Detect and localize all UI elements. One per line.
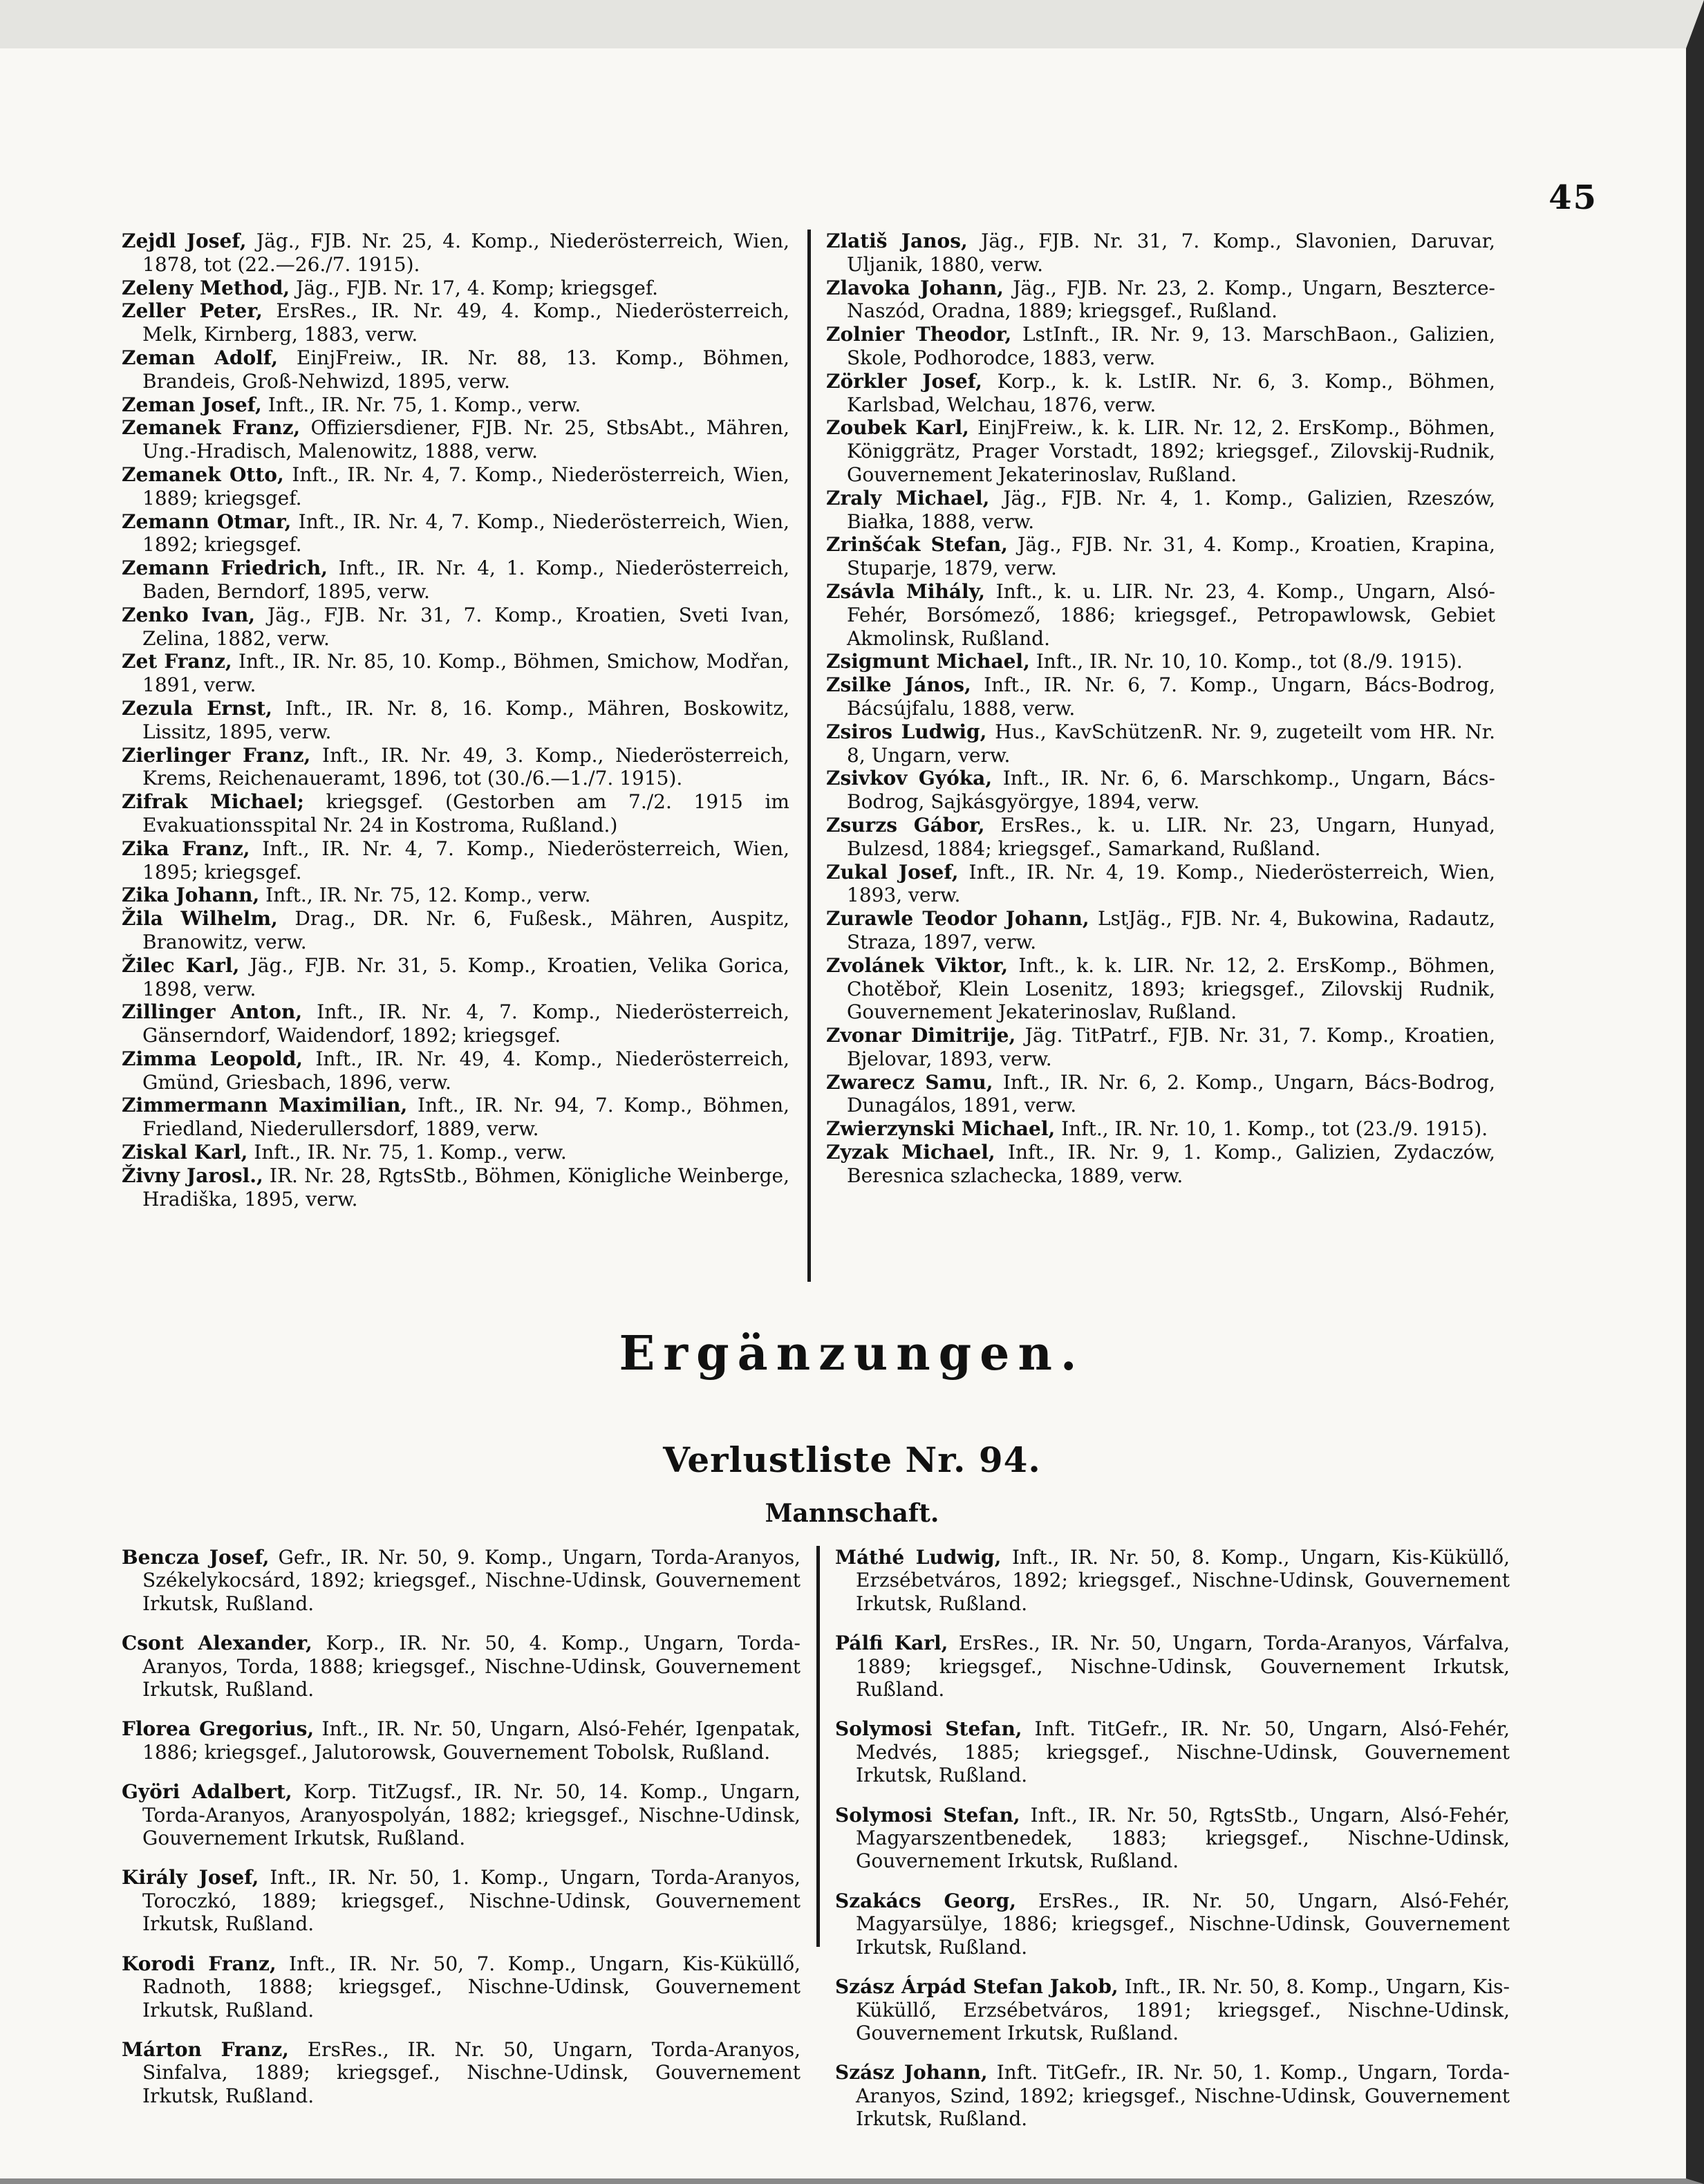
entry-name: Bencza Josef, — [122, 1546, 270, 1569]
entry-details: Inft., IR. Nr. 50, 1. Komp., Ungarn, Torda-Aranyos, Toroczkó, 1889; kriegsgef., Nischne-Udinsk, Gouvernement Irkutsk, Rußland. — [142, 1866, 800, 1936]
casualty-entry — [826, 370, 1495, 417]
entry-name: Zoubek Karl, — [826, 416, 969, 440]
entry-name: Zika Franz, — [122, 837, 250, 860]
column-divider-bottom — [816, 1546, 820, 1947]
entry-details: Korp., k. k. LstIR. Nr. 6, 3. Komp., Böhmen, Karlsbad, Welchau, 1876, verw. — [847, 369, 1495, 416]
entry-details: Inft., IR. Nr. 4, 19. Komp., Niederösterreich, Wien, 1893, verw. — [847, 860, 1496, 907]
entry-details: Inft., IR. Nr. 50, 7. Komp., Ungarn, Kis-Küküllő, Radnoth, 1888; kriegsgef., Nischne-Udinsk, Gouvernement Irkutsk, Rußland. — [142, 1952, 800, 2022]
entry-name: Pálfi Karl, — [835, 1632, 948, 1655]
entry-name: Zsivkov Gyóka, — [826, 767, 993, 790]
entry-details: Inft., IR. Nr. 94, 7. Komp., Böhmen, Friedland, Niederullersdorf, 1889, verw. — [142, 1094, 790, 1141]
casualty-entry — [122, 1094, 789, 1141]
entry-name: Zeman Josef, — [122, 393, 262, 416]
entry-name: Szász Johann, — [835, 2061, 988, 2084]
casualty-entry — [835, 2061, 1510, 2130]
entry-name: Florea Gregorius, — [122, 1717, 315, 1741]
entry-name: Zukal Josef, — [826, 860, 959, 884]
entry-details: Inft. TitGefr., IR. Nr. 50, 1. Komp., Ungarn, Torda-Aranyos, Szind, 1892; kriegsgef., Nischne-Udinsk, Gouvernement Irkutsk, Rußland. — [856, 2061, 1510, 2131]
casualty-entry — [826, 416, 1495, 486]
entry-name: Szakács Georg, — [835, 1889, 1016, 1912]
entry-details: Inft., IR. Nr. 6, 6. Marschkomp., Ungarn, Bács-Bodrog, Sajkásgyörgye, 1894, verw. — [847, 767, 1495, 814]
entry-details: Inft., IR. Nr. 85, 10. Komp., Böhmen, Smichow, Modřan, 1891, verw. — [142, 650, 789, 697]
bottom-left-column — [122, 1546, 800, 2124]
casualty-entry — [122, 790, 789, 837]
entry-details: Inft., IR. Nr. 6, 2. Komp., Ungarn, Bács-Bodrog, Dunagálos, 1891, verw. — [847, 1070, 1495, 1117]
casualty-entry — [835, 1546, 1510, 1615]
entry-name: Solymosi Stefan, — [835, 1803, 1020, 1827]
casualty-entry — [826, 1071, 1495, 1118]
entry-details: Inft., IR. Nr. 4, 7. Komp., Niederösterreich, Wien, 1889; kriegsgef. — [142, 463, 790, 510]
entry-name: Zraly Michael, — [826, 486, 990, 510]
casualty-entry — [826, 861, 1495, 908]
casualty-entry — [122, 393, 789, 417]
entry-name: Zemanek Otto, — [122, 463, 284, 486]
entry-details: Inft., IR. Nr. 50, 8. Komp., Ungarn, Kis-Küküllő, Erzsébetváros, 1892; kriegsgef., Nischne-Udinsk, Gouvernement Irkutsk, Rußland. — [856, 1546, 1510, 1615]
entry-details: Korp., IR. Nr. 50, 4. Komp., Ungarn, Torda-Aranyos, Torda, 1888; kriegsgef., Nischne-Udinsk, Gouvernement Irkutsk, Rußland. — [142, 1632, 800, 1701]
entry-details: Hus., KavSchützenR. Nr. 9, zugeteilt vom HR. Nr. 8, Ungarn, verw. — [847, 720, 1495, 767]
entry-name: Zimmermann Maximilian, — [122, 1094, 408, 1117]
entry-details: ErsRes., IR. Nr. 50, Ungarn, Torda-Aranyos, Várfalva, 1889; kriegsgef., Nischne-Udinsk, Gouvernement Irkutsk, Rußland. — [856, 1632, 1510, 1701]
entry-name: Zejdl Josef, — [122, 230, 247, 252]
entry-details: Inft., IR. Nr. 50, 8. Komp., Ungarn, Kis-Küküllő, Erzsébetváros, 1891; kriegsgef., Nischne-Udinsk, Gouvernement Irkutsk, Rußland. — [856, 1975, 1510, 2044]
entry-details: Inft., IR. Nr. 4, 7. Komp., Niederösterreich, Gänserndorf, Waidendorf, 1892; kriegsgef. — [142, 1000, 789, 1047]
casualty-entry — [826, 650, 1495, 673]
casualty-entry — [826, 277, 1495, 324]
casualty-entry — [122, 884, 789, 907]
entry-details: Inft., IR. Nr. 75, 12. Komp., verw. — [265, 884, 591, 907]
casualty-entry — [122, 1141, 789, 1164]
entry-details: ErsRes., IR. Nr. 50, Ungarn, Alsó-Fehér, Magyarsülye, 1886; kriegsgef., Nischne-Udinsk, Gouvernement Irkutsk, Rußland. — [856, 1889, 1510, 1959]
entry-name: Zimma Leopold, — [122, 1047, 303, 1070]
entry-name: Zemanek Franz, — [122, 416, 301, 440]
entry-name: Zeller Peter, — [122, 299, 263, 323]
entry-details: Inft., k. u. LIR. Nr. 23, 4. Komp., Ungarn, Alsó-Fehér, Borsómező, 1886; kriegsgef., Petropawlowsk, Gebiet Akmolinsk, Rußland. — [847, 579, 1496, 650]
casualty-entry — [122, 907, 789, 954]
casualty-entry — [835, 1632, 1510, 1701]
entry-name: Györi Adalbert, — [122, 1780, 292, 1804]
entry-details: Offiziersdiener, FJB. Nr. 25, StbsAbt., Mähren, Ung.-Hradisch, Malenowitz, 1888, verw. — [142, 416, 789, 463]
top-left-column — [122, 230, 789, 1211]
casualty-entry — [122, 1164, 789, 1211]
entry-name: Zika Johann, — [122, 884, 260, 907]
entry-name: Csont Alexander, — [122, 1632, 312, 1655]
entry-details: Inft., IR. Nr. 8, 16. Komp., Mähren, Boskowitz, Lissitz, 1895, verw. — [142, 696, 789, 743]
entry-name: Zurawle Teodor Johann, — [826, 907, 1089, 931]
casualty-entry — [826, 323, 1495, 370]
casualty-entry — [122, 510, 789, 557]
entry-name: Zsilke János, — [826, 673, 971, 697]
casualty-entry — [826, 230, 1495, 277]
section-title: Ergänzungen. — [619, 1326, 1085, 1381]
entry-details: Inft., IR. Nr. 75, 1. Komp., verw. — [254, 1141, 567, 1164]
entry-name: Zvonar Dimitrije, — [826, 1024, 1016, 1047]
casualty-entry — [826, 580, 1495, 650]
entry-name: Živny Jarosl., — [122, 1164, 263, 1187]
entry-name: Solymosi Stefan, — [835, 1717, 1022, 1741]
casualty-entry — [122, 744, 789, 791]
entry-details: Inft., IR. Nr. 4, 7. Komp., Niederösterreich, Wien, 1895; kriegsgef. — [142, 837, 790, 884]
entry-name: Máthé Ludwig, — [835, 1546, 1002, 1569]
entry-name: Ziskal Karl, — [122, 1141, 248, 1164]
entry-name: Király Josef, — [122, 1866, 259, 1889]
casualty-entry — [122, 1780, 800, 1849]
entry-name: Zsurzs Gábor, — [826, 813, 985, 837]
casualty-entry — [122, 604, 789, 651]
casualty-entry — [826, 487, 1495, 534]
entry-name: Zwierzynski Michael, — [826, 1117, 1056, 1141]
entry-name: Zsiros Ludwig, — [826, 720, 987, 743]
entry-details: Jäg., FJB. Nr. 4, 1. Komp., Galizien, Rzeszów, Białka, 1888, verw. — [847, 486, 1496, 533]
entry-details: LstJäg., FJB. Nr. 4, Bukowina, Radautz, Straza, 1897, verw. — [847, 907, 1496, 953]
casualty-entry — [122, 557, 789, 604]
entry-name: Zezula Ernst, — [122, 696, 272, 720]
entry-details: Inft., IR. Nr. 4, 7. Komp., Niederösterreich, Wien, 1892; kriegsgef. — [142, 510, 790, 557]
casualty-entry — [835, 1804, 1510, 1873]
casualty-entry — [122, 299, 789, 346]
list-title: Verlustliste Nr. 94. — [663, 1439, 1041, 1480]
entry-details: kriegsgef. (Gestorben am 7./2. 1915 im Evakuationsspital Nr. 24 in Kostroma, Rußland.) — [142, 790, 789, 837]
column-divider-top — [807, 230, 811, 1282]
entry-name: Korodi Franz, — [122, 1952, 277, 1975]
entry-name: Zsávla Mihály, — [826, 579, 985, 603]
casualty-entry — [122, 463, 789, 510]
entry-details: IR. Nr. 28, RgtsStb., Böhmen, Königliche Weinberge, Hradiška, 1895, verw. — [142, 1164, 790, 1211]
entry-name: Zifrak Michael; — [122, 790, 304, 814]
casualty-entry — [122, 697, 789, 744]
entry-details: Inft., IR. Nr. 6, 7. Komp., Ungarn, Bács-Bodrog, Bácsújfalu, 1888, verw. — [847, 673, 1495, 720]
page-number: 45 — [1548, 178, 1598, 217]
casualty-entry — [826, 1024, 1495, 1071]
casualty-entry — [122, 650, 789, 697]
entry-details: Inft., IR. Nr. 50, Ungarn, Alsó-Fehér, Igenpatak, 1886; kriegsgef., Jalutorowsk, Gouvernement Tobolsk, Rußland. — [142, 1717, 801, 1764]
entry-details: Inft., IR. Nr. 4, 1. Komp., Niederösterreich, Baden, Berndorf, 1895, verw. — [142, 557, 789, 603]
bottom-right-column — [835, 1546, 1510, 2147]
casualty-entry — [122, 1546, 800, 1615]
entry-details: LstInft., IR. Nr. 9, 13. MarschBaon., Galizien, Skole, Podhorodce, 1883, verw. — [847, 323, 1495, 369]
entry-name: Žila Wilhelm, — [122, 907, 278, 931]
entry-details: Inft., IR. Nr. 49, 4. Komp., Niederösterreich, Gmünd, Griesbach, 1896, verw. — [142, 1047, 789, 1094]
entry-name: Zemann Otmar, — [122, 510, 292, 533]
entry-name: Žilec Karl, — [122, 953, 240, 977]
casualty-entry — [122, 1000, 789, 1047]
casualty-entry — [826, 767, 1495, 814]
casualty-entry — [122, 416, 789, 463]
entry-name: Zvolánek Viktor, — [826, 953, 1009, 977]
entry-name: Márton Franz, — [122, 2037, 289, 2061]
casualty-entry — [835, 1717, 1510, 1786]
entry-details: Gefr., IR. Nr. 50, 9. Komp., Ungarn, Torda-Aranyos, Székelykocsárd, 1892; kriegsgef., Nischne-Udinsk, Gouvernement Irkutsk, Rußland. — [142, 1546, 801, 1615]
entry-details: Jäg., FJB. Nr. 31, 4. Komp., Kroatien, Krapina, Stuparje, 1879, verw. — [847, 533, 1495, 580]
casualty-entry — [122, 1632, 800, 1701]
entry-name: Szász Árpád Stefan Jakob, — [835, 1975, 1118, 1999]
entry-details: Drag., DR. Nr. 6, Fußesk., Mähren, Auspitz, Branowitz, verw. — [142, 907, 789, 953]
entry-details: Jäg., FJB. Nr. 31, 7. Komp., Kroatien, Sveti Ivan, Zelina, 1882, verw. — [142, 603, 789, 650]
casualty-entry — [826, 1117, 1495, 1141]
entry-name: Zemann Friedrich, — [122, 557, 328, 580]
entry-details: Jäg., FJB. Nr. 31, 7. Komp., Slavonien, Daruvar, Uljanik, 1880, verw. — [847, 230, 1495, 276]
casualty-entry — [122, 954, 789, 1001]
casualty-entry — [122, 1952, 800, 2022]
casualty-entry — [826, 907, 1495, 954]
entry-details: Jäg. TitPatrf., FJB. Nr. 31, 7. Komp., Kroatien, Bjelovar, 1893, verw. — [847, 1024, 1495, 1070]
entry-details: Inft., IR. Nr. 9, 1. Komp., Galizien, Zydaczów, Beresnica szlachecka, 1889, verw. — [847, 1141, 1496, 1187]
casualty-entry — [122, 837, 789, 884]
casualty-entry — [122, 2038, 800, 2107]
entry-details: Inft., IR. Nr. 75, 1. Komp., verw. — [268, 393, 581, 416]
entry-details: Jäg., FJB. Nr. 17, 4. Komp; kriegsgef. — [296, 276, 659, 299]
entry-name: Zillinger Anton, — [122, 1000, 303, 1024]
casualty-entry — [826, 814, 1495, 861]
entry-details: EinjFreiw., k. k. LIR. Nr. 12, 2. ErsKomp., Böhmen, Königgrätz, Prager Vorstadt, 1892; kriegsgef., Zilovskij-Rudnik, Gouvernement Jekaterinoslav, Rußland. — [847, 416, 1495, 486]
entry-name: Zolnier Theodor, — [826, 323, 1012, 346]
entry-name: Zwarecz Samu, — [826, 1070, 993, 1094]
entry-name: Zlavoka Johann, — [826, 276, 1004, 299]
entry-name: Zörkler Josef, — [826, 369, 982, 393]
casualty-entry — [826, 720, 1495, 767]
entry-details: Inft. TitGefr., IR. Nr. 50, Ungarn, Alsó-Fehér, Medvés, 1885; kriegsgef., Nischne-Udinsk, Gouvernement Irkutsk, Rußland. — [856, 1717, 1510, 1787]
entry-details: ErsRes., IR. Nr. 50, Ungarn, Torda-Aranyos, Sinfalva, 1889; kriegsgef., Nischne-Udinsk, Gouvernement Irkutsk, Rußland. — [142, 2037, 801, 2107]
casualty-entry — [826, 533, 1495, 580]
entry-name: Zyzak Michael, — [826, 1141, 995, 1164]
subheading: Mannschaft. — [765, 1499, 939, 1528]
entry-name: Zeman Adolf, — [122, 346, 278, 369]
casualty-entry — [835, 1889, 1510, 1959]
entry-name: Zierlinger Franz, — [122, 743, 311, 767]
casualty-entry — [826, 954, 1495, 1024]
entry-details: Inft., k. k. LIR. Nr. 12, 2. ErsKomp., Böhmen, Chotěboř, Klein Losenitz, 1893; kriegsgef., Zilovskij Rudnik, Gouvernement Jekaterinoslav, Rußland. — [847, 953, 1496, 1024]
casualty-entry — [122, 1866, 800, 1935]
entry-details: ErsRes., k. u. LIR. Nr. 23, Ungarn, Hunyad, Bulzesd, 1884; kriegsgef., Samarkand, Rußland. — [847, 813, 1496, 860]
entry-name: Zrinšćak Stefan, — [826, 533, 1008, 557]
casualty-entry — [122, 1047, 789, 1094]
entry-details: Inft., IR. Nr. 50, RgtsStb., Ungarn, Alsó-Fehér, Magyarszentbenedek, 1883; kriegsgef., Nischne-Udinsk, Gouvernement Irkutsk, Rußland. — [856, 1803, 1510, 1873]
casualty-entry — [826, 673, 1495, 720]
entry-name: Zsigmunt Michael, — [826, 650, 1030, 673]
casualty-entry — [826, 1141, 1495, 1188]
entry-details: Korp. TitZugsf., IR. Nr. 50, 14. Komp., Ungarn, Torda-Aranyos, Aranyospolyán, 1882; kriegsgef., Nischne-Udinsk, Gouvernement Irkutsk, Rußland. — [142, 1780, 801, 1850]
entry-name: Zet Franz, — [122, 650, 232, 673]
casualty-entry — [122, 230, 789, 277]
entry-details: Inft., IR. Nr. 10, 10. Komp., tot (8./9. 1915). — [1036, 650, 1463, 673]
entry-details: Inft., IR. Nr. 10, 1. Komp., tot (23./9. 1915). — [1061, 1117, 1488, 1141]
entry-details: Jäg., FJB. Nr. 25, 4. Komp., Niederösterreich, Wien, 1878, tot (22.—26./7. 1915). — [142, 230, 790, 276]
top-right-column — [826, 230, 1495, 1188]
entry-details: EinjFreiw., IR. Nr. 88, 13. Komp., Böhmen, Brandeis, Groß-Nehwizd, 1895, verw. — [142, 346, 789, 393]
entry-details: Jäg., FJB. Nr. 23, 2. Komp., Ungarn, Beszterce-Naszód, Oradna, 1889; kriegsgef., Rußland. — [847, 276, 1495, 323]
entry-details: ErsRes., IR. Nr. 49, 4. Komp., Niederösterreich, Melk, Kirnberg, 1883, verw. — [142, 299, 790, 346]
entry-name: Zlatiš Janos, — [826, 230, 968, 252]
entry-name: Zeleny Method, — [122, 276, 290, 299]
casualty-entry — [835, 1975, 1510, 2044]
entry-name: Zenko Ivan, — [122, 603, 256, 626]
entry-details: Jäg., FJB. Nr. 31, 5. Komp., Kroatien, Velika Gorica, 1898, verw. — [142, 953, 789, 1000]
casualty-entry — [122, 277, 789, 300]
entry-details: Inft., IR. Nr. 49, 3. Komp., Niederösterreich, Krems, Reichenaueramt, 1896, tot (30./6.—1./7. 1915). — [142, 743, 790, 790]
casualty-entry — [122, 1717, 800, 1764]
casualty-entry — [122, 346, 789, 393]
